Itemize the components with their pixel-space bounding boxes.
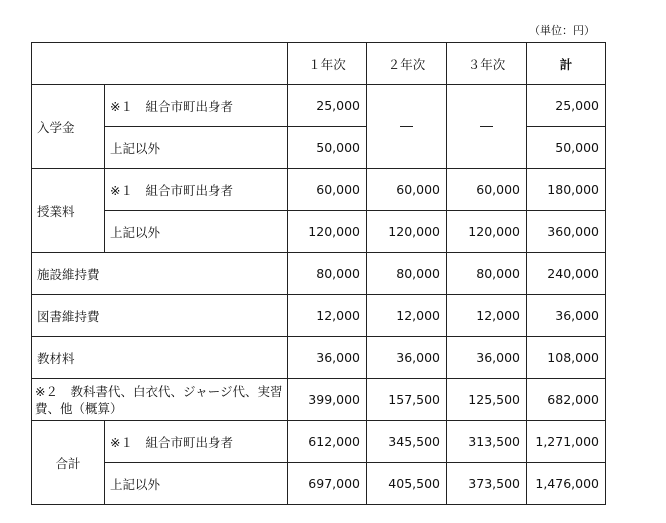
fee-table bbox=[31, 42, 606, 505]
sub-label: 上記以外 bbox=[105, 463, 288, 505]
cell: 1,476,000 bbox=[527, 463, 606, 505]
cell: 180,000 bbox=[527, 169, 606, 211]
row-label-jugyoryo: 授業料 bbox=[32, 169, 105, 253]
sub-label: 上記以外 bbox=[105, 211, 288, 253]
cell: 108,000 bbox=[527, 337, 606, 379]
row-label-nyugakukin: 入学金 bbox=[32, 85, 105, 169]
cell: 12,000 bbox=[288, 295, 367, 337]
header-year1: １年次 bbox=[288, 43, 367, 85]
row-label-kyozai: 教材料 bbox=[32, 337, 288, 379]
cell: 345,500 bbox=[367, 421, 447, 463]
sub-label: ※１ 組合市町出身者 bbox=[105, 169, 288, 211]
cell: 60,000 bbox=[367, 169, 447, 211]
dash-cell: ― bbox=[367, 85, 447, 169]
table-row bbox=[32, 253, 606, 295]
cell: 373,500 bbox=[447, 463, 527, 505]
header-total: 計 bbox=[527, 43, 606, 85]
row-label-gokei: 合計 bbox=[32, 421, 105, 505]
table-row bbox=[32, 379, 606, 421]
cell: 120,000 bbox=[367, 211, 447, 253]
cell: 60,000 bbox=[288, 169, 367, 211]
table-row bbox=[32, 85, 606, 127]
dash-cell: ― bbox=[447, 85, 527, 169]
cell: 50,000 bbox=[288, 127, 367, 169]
header-blank bbox=[32, 43, 288, 85]
cell: 60,000 bbox=[447, 169, 527, 211]
row-label-tosho: 図書維持費 bbox=[32, 295, 288, 337]
cell: 25,000 bbox=[527, 85, 606, 127]
cell: 36,000 bbox=[367, 337, 447, 379]
cell: 36,000 bbox=[447, 337, 527, 379]
sub-label: ※１ 組合市町出身者 bbox=[105, 85, 288, 127]
cell: 240,000 bbox=[527, 253, 606, 295]
cell: 682,000 bbox=[527, 379, 606, 421]
table-row bbox=[32, 169, 606, 211]
sub-label: ※１ 組合市町出身者 bbox=[105, 421, 288, 463]
cell: 697,000 bbox=[288, 463, 367, 505]
header-year2: ２年次 bbox=[367, 43, 447, 85]
table-row bbox=[32, 421, 606, 463]
table-row bbox=[32, 337, 606, 379]
cell: 12,000 bbox=[367, 295, 447, 337]
cell: 80,000 bbox=[288, 253, 367, 295]
header-year3: ３年次 bbox=[447, 43, 527, 85]
row-label-other: ※２ 教科書代、白衣代、ジャージ代、実習費、他（概算） bbox=[32, 379, 288, 421]
table-row bbox=[32, 295, 606, 337]
cell: 360,000 bbox=[527, 211, 606, 253]
cell: 80,000 bbox=[447, 253, 527, 295]
cell: 399,000 bbox=[288, 379, 367, 421]
cell: 12,000 bbox=[447, 295, 527, 337]
table-row bbox=[32, 463, 606, 505]
cell: 50,000 bbox=[527, 127, 606, 169]
unit-note: （単位：円） bbox=[529, 24, 595, 37]
header-row bbox=[32, 43, 606, 85]
sub-label: 上記以外 bbox=[105, 127, 288, 169]
table-row bbox=[32, 211, 606, 253]
cell: 405,500 bbox=[367, 463, 447, 505]
cell: 25,000 bbox=[288, 85, 367, 127]
cell: 1,271,000 bbox=[527, 421, 606, 463]
cell: 313,500 bbox=[447, 421, 527, 463]
cell: 36,000 bbox=[527, 295, 606, 337]
row-label-shisetsu: 施設維持費 bbox=[32, 253, 288, 295]
cell: 120,000 bbox=[288, 211, 367, 253]
cell: 125,500 bbox=[447, 379, 527, 421]
cell: 120,000 bbox=[447, 211, 527, 253]
cell: 80,000 bbox=[367, 253, 447, 295]
cell: 612,000 bbox=[288, 421, 367, 463]
cell: 157,500 bbox=[367, 379, 447, 421]
cell: 36,000 bbox=[288, 337, 367, 379]
